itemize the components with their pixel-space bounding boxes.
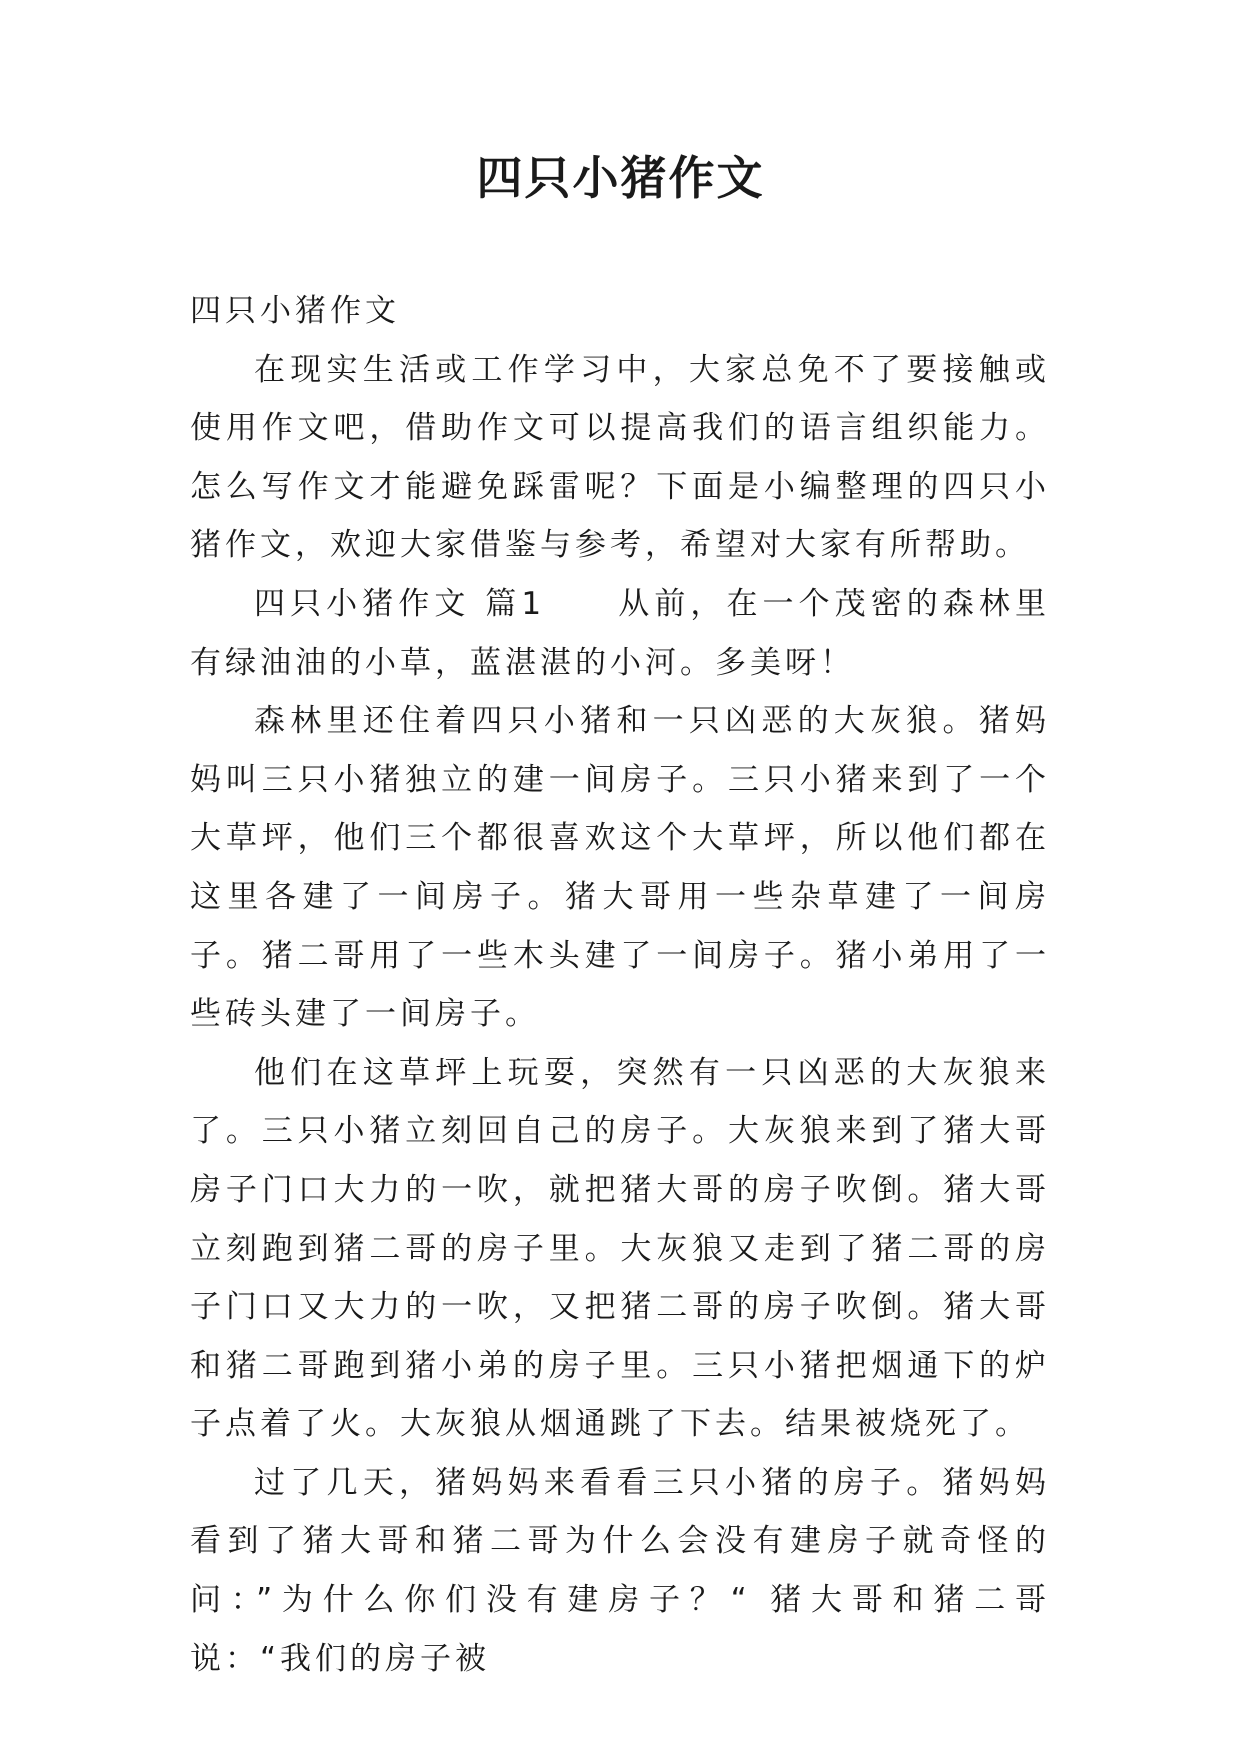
document-title: 四只小猪作文 xyxy=(476,151,765,205)
document-subtitle: 四只小猪作文 xyxy=(190,293,400,329)
paragraph-wolf: 他们在这草坪上玩耍，突然有一只凶恶的大灰狼来了。三只小猪立刻回自己的房子。大灰狼来到了猪大哥房子门口大力的一吹，就把猪大哥的房子吹倒。猪大哥立刻跑到猪二哥的房子里。大灰狼又走到了猪二哥的房子门口又大力的一吹，又把猪二哥的房子吹倒。猪大哥和猪二哥跑到猪小弟的房子里。三只小猪把烟通下的炉子点着了火。大灰狼从烟通跳了下去。结果被烧死了。 xyxy=(190,1054,1050,1443)
paragraph-forest: 森林里还住着四只小猪和一只凶恶的大灰狼。猪妈妈叫三只小猪独立的建一间房子。三只小猪来到了一个大草坪，他们三个都很喜欢这个大草坪，所以他们都在这里各建了一间房子。猪大哥用一些杂草建了一间房子。猪二哥用了一些木头建了一间房子。猪小弟用了一些砖头建了一间房子。 xyxy=(190,703,1050,1033)
document-body xyxy=(190,282,1050,1688)
paragraph-mother: 过了几天，猪妈妈来看看三只小猪的房子。猪妈妈看到了猪大哥和猪二哥为什么会没有建房子就奇怪的问：”为什么你们没有建房子？“ 猪大哥和猪二哥说：“我们的房子被 xyxy=(190,1464,1050,1677)
paragraph-intro: 在现实生活或工作学习中，大家总免不了要接触或使用作文吧，借助作文可以提高我们的语言组织能力。怎么写作文才能避免踩雷呢？下面是小编整理的四只小猪作文，欢迎大家借鉴与参考，希望对大家有所帮助。 xyxy=(190,351,1050,564)
paragraph-essay-opening: 四只小猪作文 篇1 从前，在一个茂密的森林里有绿油油的小草，蓝湛湛的小河。多美呀！ xyxy=(190,585,1050,681)
